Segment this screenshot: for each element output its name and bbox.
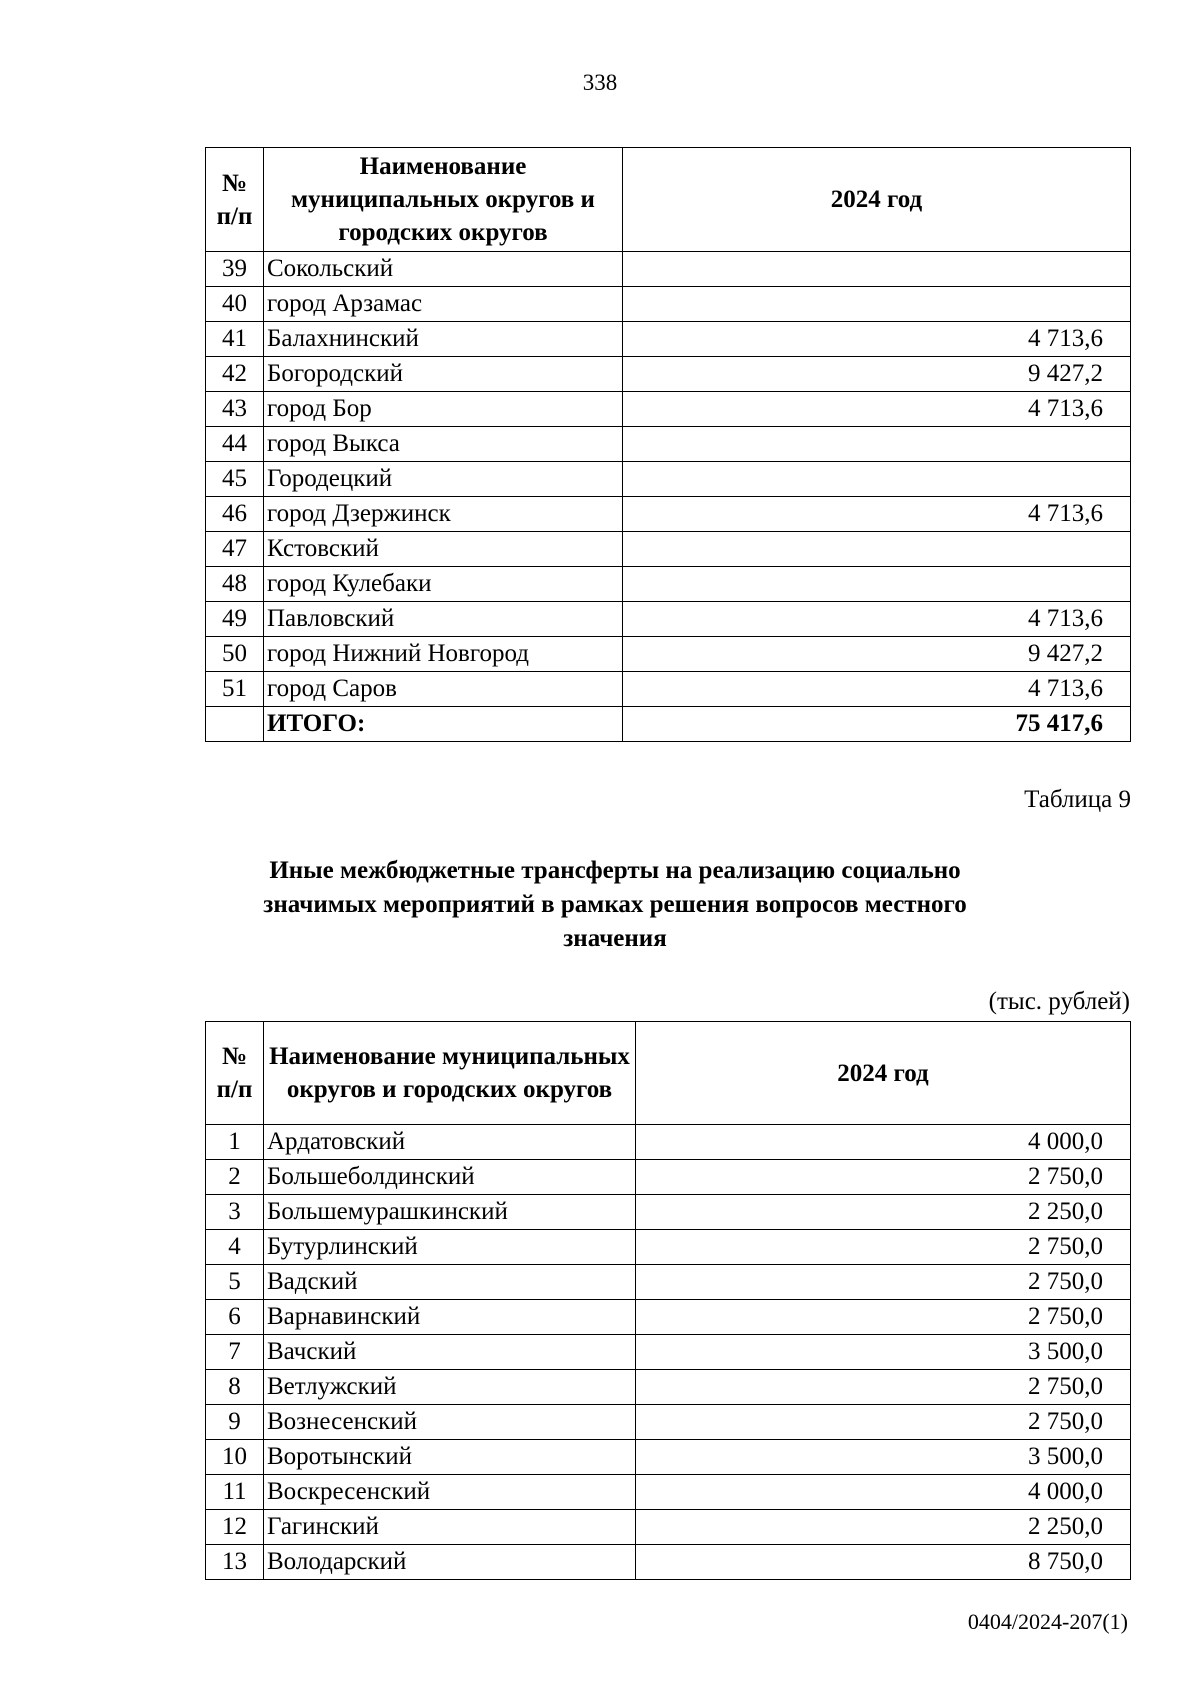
row-number: 8 [206,1370,264,1405]
table-row [206,427,1131,462]
header-year: 2024 год [636,1022,1131,1125]
table-row [206,287,1131,322]
municipality-name: Гагинский [264,1510,636,1545]
row-value: 2 250,0 [636,1195,1131,1230]
table-row [206,1370,1131,1405]
total-number-cell [206,707,264,742]
municipality-name: город Арзамас [264,287,623,322]
row-number: 51 [206,672,264,707]
row-value [623,252,1131,287]
table-row [206,462,1131,497]
row-value: 8 750,0 [636,1545,1131,1580]
row-number: 44 [206,427,264,462]
table-row [206,1440,1131,1475]
municipality-name: Городецкий [264,462,623,497]
table-body [206,1125,1131,1580]
municipality-name: Ардатовский [264,1125,636,1160]
row-value [623,427,1131,462]
row-number: 39 [206,252,264,287]
municipality-name: Сокольский [264,252,623,287]
row-number: 50 [206,637,264,672]
table-row [206,1405,1131,1440]
table-row [206,392,1131,427]
municipality-name: город Кулебаки [264,567,623,602]
table-row [206,322,1131,357]
row-value: 2 750,0 [636,1300,1131,1335]
row-value: 3 500,0 [636,1335,1131,1370]
municipality-name: Большемурашкинский [264,1195,636,1230]
row-value: 4 713,6 [623,672,1131,707]
municipality-name: город Дзержинск [264,497,623,532]
municipality-name: город Нижний Новгород [264,637,623,672]
table-header-row [206,148,1131,252]
row-value [623,287,1131,322]
municipality-name: Ветлужский [264,1370,636,1405]
municipality-name: Вачский [264,1335,636,1370]
row-number: 49 [206,602,264,637]
row-number: 43 [206,392,264,427]
total-label: ИТОГО: [264,707,623,742]
row-value: 9 427,2 [623,357,1131,392]
document-code: 0404/2024-207(1) [967,1609,1128,1634]
municipality-name: Варнавинский [264,1300,636,1335]
row-value: 3 500,0 [636,1440,1131,1475]
row-value: 9 427,2 [623,637,1131,672]
municipality-name: Воротынский [264,1440,636,1475]
municipality-name: Балахнинский [264,322,623,357]
row-value [623,462,1131,497]
table-row [206,532,1131,567]
row-value: 4 000,0 [636,1125,1131,1160]
row-value: 4 713,6 [623,602,1131,637]
row-value: 2 250,0 [636,1510,1131,1545]
table-total-row [206,707,1131,742]
row-number: 10 [206,1440,264,1475]
total-value: 75 417,6 [623,707,1131,742]
municipality-name: Воскресенский [264,1475,636,1510]
row-value [623,532,1131,567]
table-row [206,252,1131,287]
row-number: 48 [206,567,264,602]
municipality-name: Володарский [264,1545,636,1580]
units-label: (тыс. рублей) [988,988,1130,1015]
row-number: 41 [206,322,264,357]
row-number: 45 [206,462,264,497]
row-number: 2 [206,1160,264,1195]
table-row [206,1300,1131,1335]
municipality-name: город Выкса [264,427,623,462]
municipality-name: город Бор [264,392,623,427]
table-row [206,1475,1131,1510]
table-row [206,1265,1131,1300]
table-row [206,672,1131,707]
row-number: 5 [206,1265,264,1300]
table-row [206,1125,1131,1160]
row-number: 1 [206,1125,264,1160]
row-number: 3 [206,1195,264,1230]
row-value: 2 750,0 [636,1370,1131,1405]
municipality-name: Вадский [264,1265,636,1300]
table-row [206,637,1131,672]
row-number: 12 [206,1510,264,1545]
municipality-name: город Саров [264,672,623,707]
municipality-name: Бутурлинский [264,1230,636,1265]
row-number: 13 [206,1545,264,1580]
table-row [206,1545,1131,1580]
transfers-table-continued [205,147,1131,742]
row-value: 2 750,0 [636,1230,1131,1265]
table-row [206,1160,1131,1195]
table-row [206,1230,1131,1265]
table-row [206,602,1131,637]
header-number: № п/п [206,148,264,252]
row-number: 7 [206,1335,264,1370]
table-label: Таблица 9 [1024,786,1131,813]
municipality-name: Павловский [264,602,623,637]
row-number: 4 [206,1230,264,1265]
row-value [623,567,1131,602]
municipality-name: Большеболдинский [264,1160,636,1195]
table-row [206,1510,1131,1545]
row-value: 4 713,6 [623,392,1131,427]
table-row [206,497,1131,532]
table-row [206,1335,1131,1370]
municipality-name: Богородский [264,357,623,392]
row-number: 46 [206,497,264,532]
header-municipality-name: Наименование муниципальных округов и городских округов [264,148,623,252]
row-value: 4 000,0 [636,1475,1131,1510]
row-value: 4 713,6 [623,322,1131,357]
municipality-name: Вознесенский [264,1405,636,1440]
table-row [206,567,1131,602]
row-value: 2 750,0 [636,1160,1131,1195]
row-value: 2 750,0 [636,1265,1131,1300]
social-transfers-table [205,1021,1131,1580]
table-header-row [206,1022,1131,1125]
section-title: Иные межбюджетные трансферты на реализацию социально значимых мероприятий в рамках решения вопросов местного значения [263,857,967,952]
table-row [206,357,1131,392]
table-row [206,1195,1131,1230]
row-number: 40 [206,287,264,322]
header-number: № п/п [206,1022,264,1125]
row-value: 4 713,6 [623,497,1131,532]
header-municipality-name: Наименование муниципальных округов и городских округов [264,1022,636,1125]
header-year: 2024 год [623,148,1131,252]
row-number: 47 [206,532,264,567]
row-value: 2 750,0 [636,1405,1131,1440]
table-body [206,252,1131,707]
row-number: 6 [206,1300,264,1335]
row-number: 9 [206,1405,264,1440]
row-number: 42 [206,357,264,392]
municipality-name: Кстовский [264,532,623,567]
row-number: 11 [206,1475,264,1510]
page-number: 338 [582,70,618,95]
